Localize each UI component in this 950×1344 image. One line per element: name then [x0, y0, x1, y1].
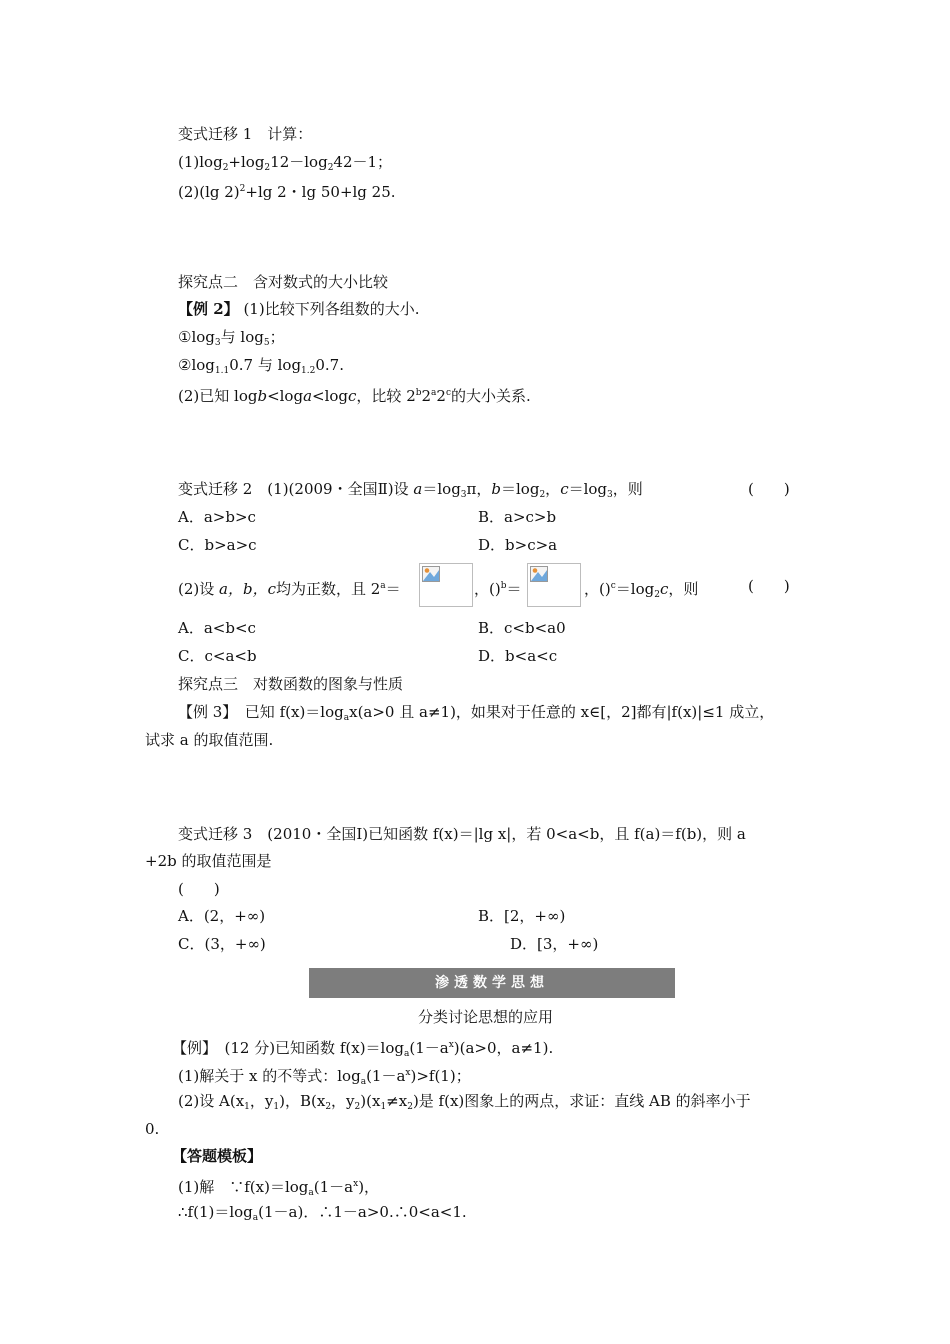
- answer-template-label: 【答题模板】: [172, 1147, 263, 1165]
- example-line1: 【例】 (12 分)已知函数 $f(x)=\log_a(1-a^x)(a>0$，a≠1).: [172, 1039, 554, 1059]
- ex1-title: 变式迁移 1 计算：: [178, 125, 313, 143]
- ex2-q2-option-b: B．c<b<a0: [478, 619, 566, 637]
- ex3-option-b: B．[2，+∞): [478, 907, 566, 925]
- ex2-option-a: A．a>b>c: [178, 508, 256, 526]
- example-line4: 0.: [145, 1120, 160, 1138]
- section2-title: 探究点二 含对数式的大小比较: [178, 273, 389, 291]
- ex2-paren2: ( ): [748, 577, 790, 595]
- example2-item2: $②\log_{1.1}0.7$ 与 $\log_{1.2}0.7$.: [178, 356, 344, 376]
- section3-title: 探究点三 对数函数的图象与性质: [178, 675, 404, 693]
- ex2-line2: (2)设 a，b，c均为正数，且 $2^a=$: [178, 580, 401, 598]
- ex2-option-b: B．a>c>b: [478, 508, 557, 526]
- ex3-option-c: C．(3，+∞): [178, 935, 266, 953]
- example3-line2: 试求 a 的取值范围.: [145, 731, 274, 749]
- ex2-line2-end: ，$()^c=\log_2c$，则: [584, 580, 699, 600]
- ex2-line1: 变式迁移 2 (1)(2009・全国Ⅱ)设 $a=\log_3\pi$，$b=\log_2$，$c=\log_3$，则: [178, 480, 643, 500]
- example2-q2: (2)已知 logb<loga<logc，比较 2$^b$2$^a$2$^c$的大小关系.: [178, 387, 531, 405]
- ex3-line2: +2b 的取值范围是: [145, 852, 272, 870]
- broken-image-icon: [527, 563, 581, 607]
- example2-intro: 【例 2】 (1)比较下列各组数的大小.: [178, 300, 420, 318]
- ex3-option-d: D．[3，+∞): [510, 935, 599, 953]
- ex2-q2-option-d: D．b<a<c: [478, 647, 558, 665]
- ex1-line1: $(1)\log_2+\log_212-\log_242-1$；: [178, 153, 393, 173]
- ex2-q2-option-c: C．c<a<b: [178, 647, 257, 665]
- example-line2: (1)解关于 x 的不等式：$\log_a(1-a^x)>f(1)$；: [178, 1067, 471, 1087]
- ex2-paren1: ( ): [748, 480, 790, 498]
- answer-line2: $\therefore f(1)=\log_a(1-a)$．∴1－a>0.∴0<a<1.: [178, 1203, 467, 1223]
- example-line3: (2)设 $A(x_1$，$y_1$)，$B(x_2$，$y_2)(x_1\ne x_2)$是 f(x)图象上的两点，求证：直线 AB 的斜率小于: [178, 1092, 751, 1112]
- example3-line1: 【例 3】 已知 $f(x)=\log_ax(a>0$ 且 a≠1)，如果对于任意的 x∈[，2]都有|f(x)|≤1 成立，: [178, 703, 775, 723]
- ex3-line1: 变式迁移 3 (2010・全国Ⅰ)已知函数 f(x)＝|lg x|，若 0<a<b，且 f(a)＝f(b)，则 a: [178, 825, 746, 843]
- broken-image-icon: [419, 563, 473, 607]
- ex2-option-d: D．b>c>a: [478, 536, 558, 554]
- ex1-line2: (2)(lg 2)$^2$+lg 2・lg 50+lg 25.: [178, 183, 396, 201]
- ex3-option-a: A．(2，+∞): [178, 907, 266, 925]
- ex2-q2-option-a: A．a<b<c: [178, 619, 256, 637]
- answer-line1: (1)解 $\because f(x)=\log_a(1-a^x)$，: [178, 1178, 380, 1198]
- ex3-paren: ( ): [178, 880, 220, 898]
- ex2-option-c: C．b>a>c: [178, 536, 257, 554]
- subsection-title: 分类讨论思想的应用: [418, 1008, 554, 1026]
- section-banner: 渗透数学思想: [309, 968, 675, 998]
- example2-item1: $①\log_3$与 $\log_5$；: [178, 328, 285, 348]
- ex2-line2-mid: ，()$^b$＝: [474, 580, 522, 598]
